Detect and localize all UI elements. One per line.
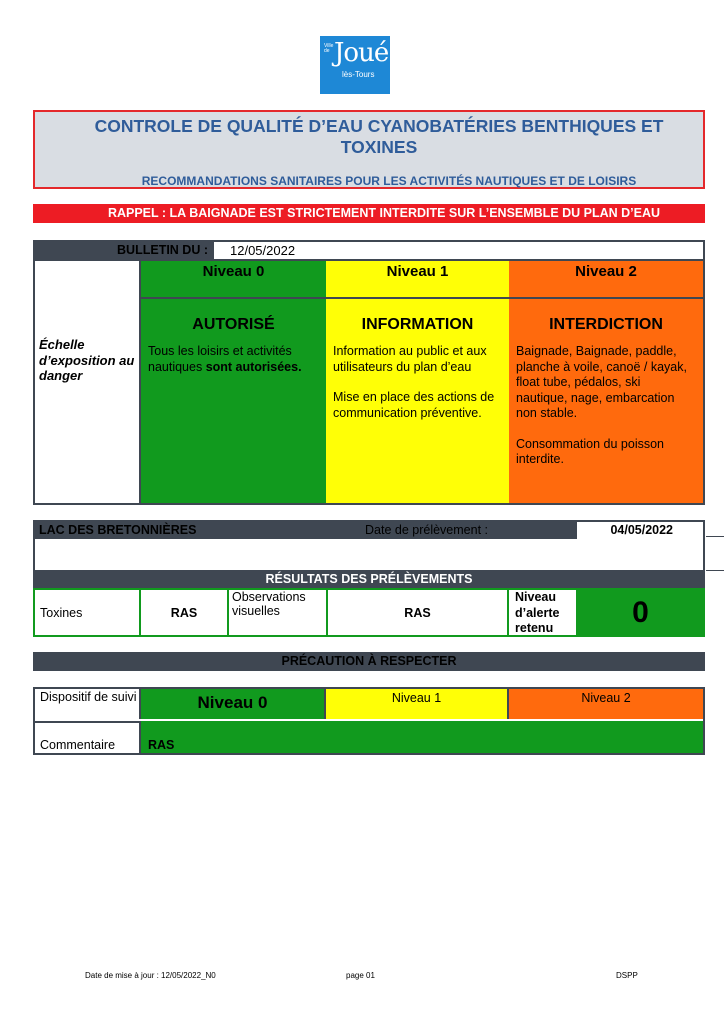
level-0-text-bold: sont autorisées. xyxy=(205,359,302,374)
level-2-title: INTERDICTION xyxy=(549,316,663,333)
joue-les-tours-logo xyxy=(320,36,390,94)
bulletin-label: BULLETIN DU : xyxy=(35,242,214,259)
echelle-cell xyxy=(35,259,141,503)
level-2-text xyxy=(509,334,703,468)
level-1-column xyxy=(326,259,511,503)
resultats-row xyxy=(33,588,705,637)
dispositif-label: Dispositif de suivi xyxy=(35,689,141,719)
niveau-alerte-value: 0 xyxy=(578,590,703,635)
side-line xyxy=(706,570,724,571)
page-title: CONTROLE DE QUALITÉ D’EAU CYANOBATÉRIES BENTHIQUES ET TOXINES xyxy=(94,116,664,157)
dispositif-niveau-2: Niveau 2 xyxy=(509,689,703,719)
level-2-paragraph-1: Baignade, Baignade, paddle, planche à voile, canoë / kayak, float tube, pédalos, ski nautique, nage, embarcation non stable. xyxy=(516,344,687,420)
logo-name-text: Joué xyxy=(334,38,389,68)
prelevement-date: 04/05/2022 xyxy=(577,522,703,539)
rappel-banner: RAPPEL : LA BAIGNADE EST STRICTEMENT INTERDITE SUR L’ENSEMBLE DU PLAN D’EAU xyxy=(33,204,705,223)
dispositif-niveau-0: Niveau 0 xyxy=(141,689,326,719)
footer-update-date: Date de mise à jour : 12/05/2022_N0 xyxy=(85,971,216,980)
title-box xyxy=(33,110,705,189)
level-0-header: Niveau 0 xyxy=(141,261,326,299)
toxines-value: RAS xyxy=(141,590,229,635)
level-0-text xyxy=(141,334,326,375)
footer-page-number: page 01 xyxy=(346,971,375,980)
level-0-column xyxy=(141,259,328,503)
echelle-label: Échelle d’exposition au danger xyxy=(39,337,135,383)
observations-label: Observations visuelles xyxy=(229,590,328,635)
toxines-label: Toxines xyxy=(35,590,141,635)
observations-value: RAS xyxy=(328,590,509,635)
dispositif-row xyxy=(35,689,703,723)
prelevement-date-label: Date de prélèvement : xyxy=(365,523,488,537)
commentaire-row xyxy=(35,721,703,753)
resultats-header: RÉSULTATS DES PRÉLÈVEMENTS xyxy=(33,571,705,588)
dispositif-niveau-1: Niveau 1 xyxy=(326,689,509,719)
side-line xyxy=(706,536,724,537)
precaution-header: PRÉCAUTION À RESPECTER xyxy=(33,652,705,671)
level-2-column xyxy=(509,259,703,503)
level-1-header: Niveau 1 xyxy=(326,261,509,299)
level-2-header: Niveau 2 xyxy=(509,261,703,299)
level-1-paragraph-2: Mise en place des actions de communication préventive. xyxy=(333,390,495,420)
level-0-title: AUTORISÉ xyxy=(192,316,275,333)
footer-service: DSPP xyxy=(616,971,638,980)
level-1-paragraph-1: Information au public et aux utilisateurs du plan d’eau xyxy=(333,344,487,374)
dispositif-table xyxy=(33,687,705,755)
lac-header-bar xyxy=(35,522,703,539)
bulletin-table xyxy=(33,240,705,505)
page-subtitle: RECOMMANDATIONS SANITAIRES POUR LES ACTIVITÉS NAUTIQUES ET DE LOISIRS xyxy=(141,174,637,188)
level-1-text xyxy=(326,334,509,421)
lac-section xyxy=(33,520,705,572)
logo-sub-text: lès-Tours xyxy=(342,70,375,79)
lac-name: LAC DES BRETONNIÈRES xyxy=(39,523,197,537)
commentaire-value: RAS xyxy=(141,721,703,753)
level-2-paragraph-2: Consommation du poisson interdite. xyxy=(516,436,664,466)
bulletin-date: 12/05/2022 xyxy=(230,243,296,258)
level-1-title: INFORMATION xyxy=(361,316,474,333)
commentaire-label: Commentaire xyxy=(35,721,141,753)
logo-ville-text: Ville de xyxy=(324,43,334,54)
niveau-alerte-label: Niveau d’alerte retenu xyxy=(509,590,578,635)
level-0-text-plain: Tous les loisirs et activités nautiques xyxy=(148,344,292,374)
